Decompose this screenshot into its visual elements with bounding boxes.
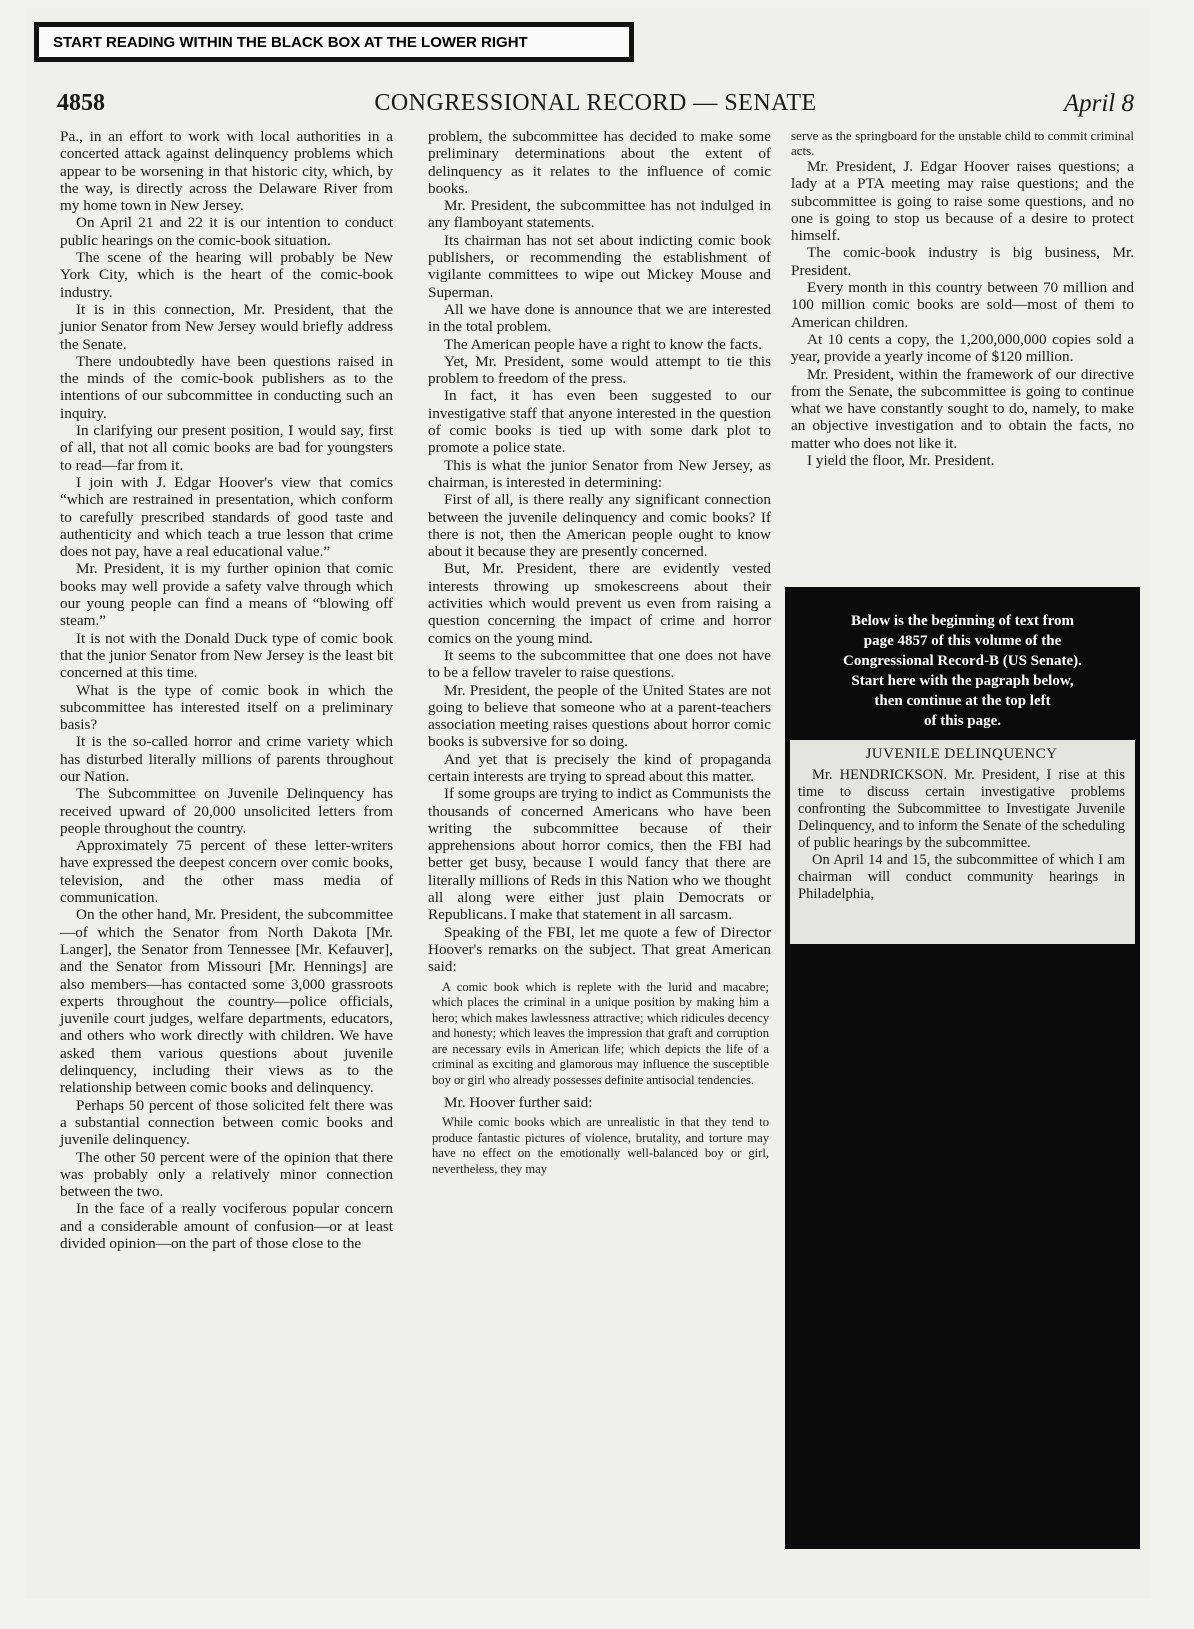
paragraph: Its chairman has not set about indicting comic book publishers, or recommending the establishment of vigilante committees to wipe out Mickey Mouse and Superman. — [428, 231, 771, 301]
paragraph: problem, the subcommittee has decided to make some preliminary determinations about the extent of delinquency as it relates to the influence of comic books. — [428, 128, 771, 197]
paragraph: The scene of the hearing will probably be New York City, which is the heart of the comic-book industry. — [60, 249, 393, 301]
note-line: Start here with the pagraph below, — [851, 673, 1074, 689]
paragraph: What is the type of comic book in which the subcommittee has interested itself on a preliminary basis? — [60, 681, 393, 734]
paragraph: Pa., in an effort to work with local authorities in a concerted attack against delinquency problems which appear to be worsening in that historic city, which, by the way, is directly across the Delaware River from my home town in New Jersey. — [60, 128, 393, 215]
paragraph: The comic-book industry is big business, Mr. President. — [791, 244, 1134, 279]
paragraph: Mr. Hoover further said: — [444, 1094, 593, 1112]
paragraph: First of all, is there really any significant connection between the juvenile delinquency and comic books? If there is not, then the American people ought to know about it because they are presently concerned. — [428, 491, 771, 561]
paragraph: On April 14 and 15, the subcommittee of which I am chairman will conduct community hearings in Philadelphia, — [798, 852, 1125, 902]
paragraph: In clarifying our present position, I would say, first of all, that not all comic books are bad for youngsters to read—far from it. — [60, 422, 393, 474]
paragraph: Yet, Mr. President, some would attempt to tie this problem to freedom of the press. — [428, 352, 771, 388]
paragraph: Mr. HENDRICKSON. Mr. President, I rise at this time to discuss certain investigative problems confronting the Subcommittee to Investigate Juvenile Delinquency, and to inform the Senate of the scheduling of public hearings by the subcommittee. — [798, 767, 1125, 851]
block-quote: While comic books which are unrealistic in that they tend to produce fantastic pictures of violence, brutality, and torture may have no effect on the emotionally well-balanced boy or girl, nevertheless, they may — [432, 1115, 769, 1176]
paragraph: Mr. President, the people of the United States are not going to believe that someone who at a parent-teachers association meeting raises questions about horror comic books is subversive for so doing. — [428, 681, 771, 751]
paragraph: Speaking of the FBI, let me quote a few of Director Hoover's remarks on the subject. That great American said: — [428, 923, 771, 976]
paragraph: The other 50 percent were of the opinion that there was probably only a relatively minor connection between the two. — [60, 1148, 393, 1201]
note-line: page 4857 of this volume of the — [863, 633, 1062, 649]
paragraph: The Subcommittee on Juvenile Delinquency has received upward of 20,000 unsolicited letters from people throughout the country. — [60, 785, 393, 837]
paragraph: The American people have a right to know the facts. — [444, 335, 762, 353]
paragraph: If some groups are trying to indict as Communists the thousands of concerned Americans who have been writing the subcommittee because of their apprehensions about horror comics, then the FBI had better get busy, because I would fancy that there are literally millions of Reds in this Nation who we thought all along were either just plain Democrats or Republicans. I make that statement in all sarcasm. — [428, 785, 771, 924]
block-quote: A comic book which is replete with the lurid and macabre; which places the criminal in a unique position by making him a hero; which makes lawlessness attractive; which ridicules decency and honesty; which leaves the impression that graft and corruption are necessary evils in American life; which depicts the life of a criminal as exciting and glamorous may influence the susceptible boy or girl who already possesses definite antisocial tendencies. — [432, 979, 769, 1087]
note-line: of this page. — [923, 713, 1002, 729]
page-number: 4858 — [57, 90, 105, 116]
paragraph: But, Mr. President, there are evidently vested interests throwing up smokescreens about their activities which would prevent us even from raising a question concerning the impact of crime and horror comics on the young mind. — [428, 560, 771, 647]
paragraph: It is not with the Donald Duck type of comic book that the junior Senator from New Jersey is the least bit concerned at this time. — [60, 629, 393, 682]
paragraph: Every month in this country between 70 million and 100 million comic books are sold—most of them to American children. — [791, 279, 1134, 331]
reading-start-box — [785, 587, 1140, 1549]
paragraph: There undoubtedly have been questions raised in the minds of the comic-book publishers as to the intentions of our subcommittee in conducting such an inquiry. — [60, 352, 393, 422]
paragraph: Mr. President, J. Edgar Hoover raises questions; a lady at a PTA meeting may raise questions; and the subcommittee is going to raise some questions, and no one is going to stop us because of a desire to protect himself. — [791, 158, 1134, 245]
paragraph: It seems to the subcommittee that one does not have to be a fellow traveler to raise questions. — [428, 646, 771, 682]
paragraph: On April 21 and 22 it is our intention to conduct public hearings on the comic-book situation. — [60, 214, 393, 249]
paragraph: Perhaps 50 percent of those solicited felt there was a substantial connection between comic books and juvenile delinquency. — [60, 1096, 393, 1149]
page-date: April 8 — [1063, 90, 1134, 117]
reading-start-note — [801, 611, 1124, 731]
paragraph: I join with J. Edgar Hoover's view that comics “which are restrained in presentation, which conform to carefully prescribed standards of good taste and authenticity and which teach a true lesson that crime does not pay, have a real educational value.” — [60, 473, 393, 561]
paragraph: It is the so-called horror and crime variety which has disturbed literally millions of parents throughout our Nation. — [60, 733, 393, 785]
column-1 — [60, 128, 393, 1252]
paragraph: Mr. President, the subcommittee has not indulged in any flamboyant statements. — [428, 197, 771, 232]
paragraph: This is what the junior Senator from New Jersey, as chairman, is interested in determining: — [428, 456, 771, 491]
column-3 — [791, 128, 1134, 469]
paragraph: I yield the floor, Mr. President. — [807, 452, 995, 470]
paragraph: Approximately 75 percent of these letter-writers have expressed the deepest concern over comic books, television, and the other mass media of communication. — [60, 837, 393, 907]
section-heading: JUVENILE DELINQUENCY — [865, 746, 1058, 762]
paragraph: All we have done is announce that we are interested in the total problem. — [428, 300, 771, 336]
paragraph: In fact, it has even been suggested to our investigative staff that anyone interested in the question of comic books is tied up with some dark plot to promote a police state. — [428, 387, 771, 457]
column-2 — [428, 128, 771, 1183]
juvenile-delinquency-excerpt — [790, 740, 1135, 944]
paragraph: It is in this connection, Mr. President, that the junior Senator from New Jersey would briefly address the Senate. — [60, 300, 393, 353]
block-quote-continuation: serve as the springboard for the unstable child to commit criminal acts. — [791, 128, 1134, 158]
note-line: Congressional Record-B (US Senate). — [843, 653, 1082, 669]
paragraph: Mr. President, it is my further opinion that comic books may well provide a safety valve through which our young people can find a means of “blowing off steam.” — [60, 560, 393, 630]
paragraph: And yet that is precisely the kind of propaganda certain interests are trying to spread about this matter. — [428, 750, 771, 785]
paragraph: At 10 cents a copy, the 1,200,000,000 copies sold a year, provide a yearly income of $120 million. — [791, 330, 1134, 366]
reading-instruction-banner — [34, 22, 634, 62]
note-line: then continue at the top left — [874, 693, 1051, 709]
publication-title: CONGRESSIONAL RECORD — SENATE — [374, 90, 817, 116]
banner-text: START READING WITHIN THE BLACK BOX AT THE LOWER RIGHT — [39, 27, 629, 57]
note-line: Below is the beginning of text from — [850, 613, 1075, 629]
paragraph: On the other hand, Mr. President, the subcommittee—of which the Senator from North Dakota [Mr. Langer], the Senator from Tennessee [Mr. Kefauver], and the Senator from Missouri [Mr. Hennings] are also members—has contacted some 3,000 grassroots experts throughout the country—police officials, juvenile court judges, welfare departments, educators, and others who work directly with children. We have asked them various questions about juvenile delinquency, including their views as to the relationship between comic books and delinquency. — [60, 906, 393, 1097]
paragraph: In the face of a really vociferous popular concern and a considerable amount of confusion—or at least divided opinion—on the part of those close to the — [60, 1200, 393, 1252]
page-header — [57, 90, 1134, 120]
paragraph: Mr. President, within the framework of our directive from the Senate, the subcommittee is going to continue what we have constantly sought to do, namely, to make an objective investigation and to obtain the facts, no matter who does not like it. — [791, 365, 1134, 452]
